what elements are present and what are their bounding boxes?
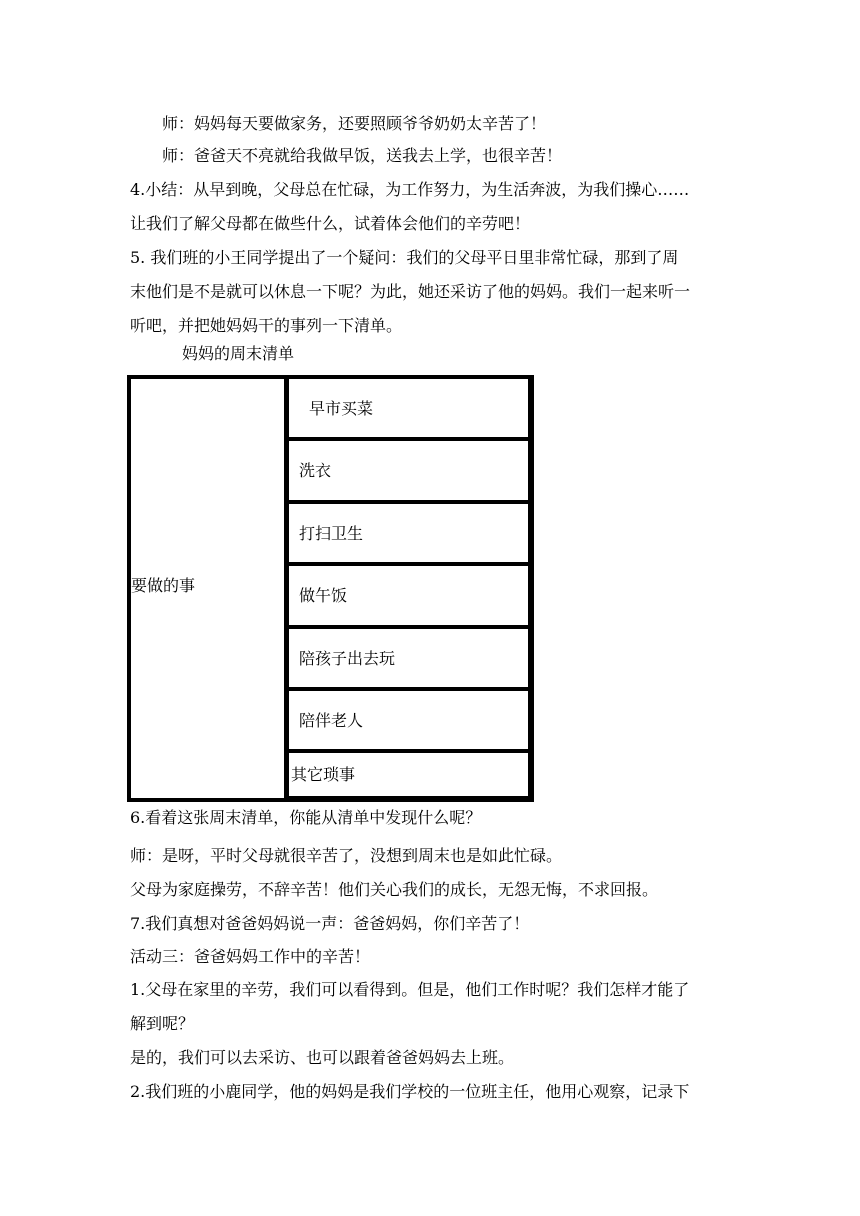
paragraph-thanks: 7.我们真想对爸爸妈妈说一声：爸爸妈妈，你们辛苦了！ <box>130 914 530 933</box>
paragraph-parents-care: 父母为家庭操劳，不辞辛苦！他们关心我们的成长，无怨无悔，不求回报。 <box>130 880 659 899</box>
table-caption: 妈妈的周末清单 <box>182 344 295 363</box>
table-cell <box>287 502 530 564</box>
paragraph-question-line2: 末他们是不是就可以休息一下呢？为此，她还采访了他的妈妈。我们一起来听一 <box>130 282 691 301</box>
paragraph-teacher-mom: 师：妈妈每天要做家务，还要照顾爷爷奶奶太辛苦了！ <box>162 114 547 133</box>
paragraph-interview: 是的，我们可以去采访、也可以跟着爸爸妈妈去上班。 <box>130 1048 515 1067</box>
table-cell <box>287 377 530 439</box>
table-cell-text: 陪伴老人 <box>299 711 364 730</box>
paragraph-teacher-busy: 师：是呀，平时父母就很辛苦了，没想到周末也是如此忙碌。 <box>130 846 563 865</box>
paragraph-question-line1: 5. 我们班的小王同学提出了一个疑问：我们的父母平日里非常忙碌，那到了周 <box>130 248 679 267</box>
table-cell <box>287 751 530 798</box>
paragraph-question-line3: 听吧，并把她妈妈干的事列一下清单。 <box>130 316 403 335</box>
paragraph-work-line1: 1.父母在家里的辛劳，我们可以看得到。但是，他们工作时呢？我们怎样才能了 <box>130 980 690 999</box>
paragraph-summary-line1: 4.小结：从早到晚，父母总在忙碌，为工作努力，为生活奔波，为我们操心…… <box>130 180 690 199</box>
table-cell <box>287 564 530 627</box>
activity-heading: 活动三：爸爸妈妈工作中的辛苦！ <box>130 947 371 966</box>
table-cell-text: 其它琐事 <box>291 765 356 784</box>
paragraph-observe: 6.看着这张周末清单，你能从清单中发现什么呢？ <box>130 808 482 827</box>
table-cell-text: 早市买菜 <box>309 399 374 418</box>
table-row-header: 要做的事 <box>131 576 196 595</box>
table-cell-text: 洗衣 <box>299 461 332 480</box>
table-cell <box>287 689 530 751</box>
table-cell-text: 做午饭 <box>299 586 348 605</box>
table-cell-text: 陪孩子出去玩 <box>299 649 396 668</box>
table-cell <box>287 627 530 689</box>
paragraph-work-line2: 解到呢？ <box>130 1014 195 1033</box>
paragraph-summary-line2: 让我们了解父母都在做些什么，试着体会他们的辛劳吧！ <box>130 214 531 233</box>
paragraph-xiaolu: 2.我们班的小鹿同学，他的妈妈是我们学校的一位班主任，他用心观察，记录下 <box>130 1082 690 1101</box>
table-cell-text: 打扫卫生 <box>299 524 364 543</box>
paragraph-teacher-dad: 师：爸爸天不亮就给我做早饭，送我去上学，也很辛苦！ <box>162 146 563 165</box>
table-cell <box>287 439 530 502</box>
